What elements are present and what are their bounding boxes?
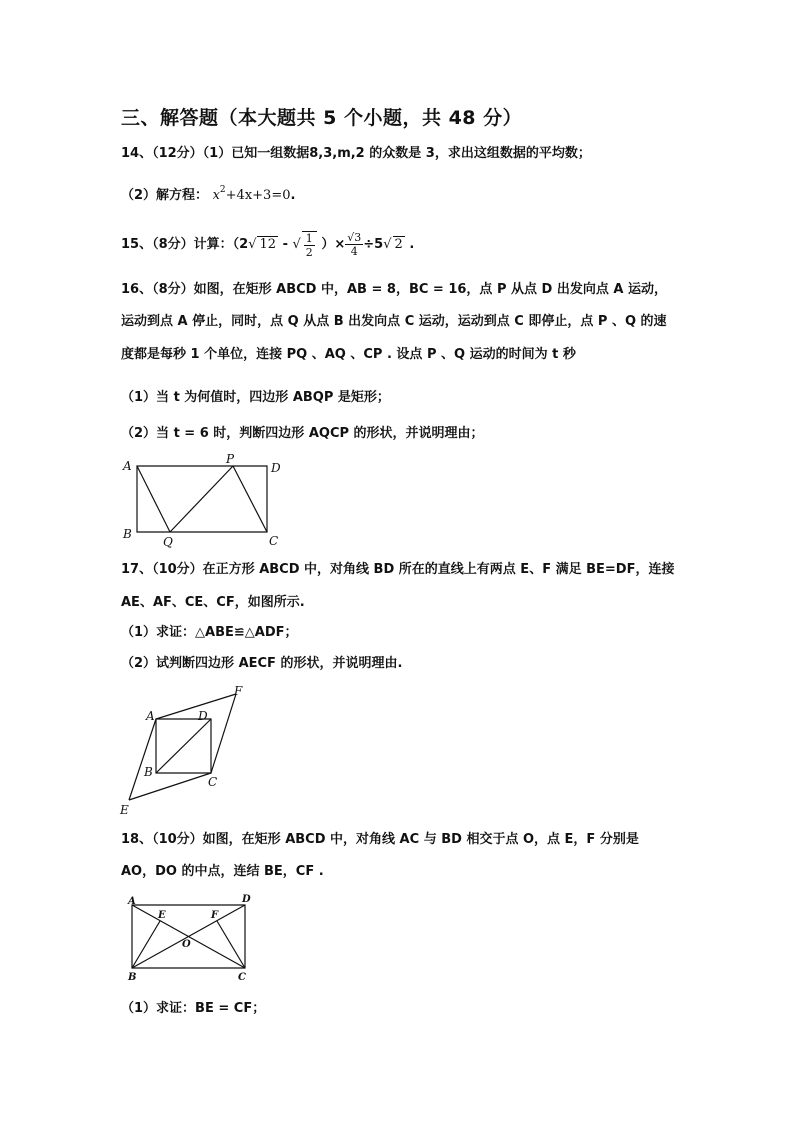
q18-label-c: C bbox=[238, 972, 246, 983]
q14-line1: 14、（12分）（1）已知一组数据8,3,m,2 的众数是 3，求出这组数据的平均数； bbox=[121, 146, 591, 161]
q17-sub2: （2）试判断四边形 AECF 的形状，并说明理由. bbox=[121, 656, 403, 671]
q14-line2 bbox=[121, 181, 295, 205]
q18-label-b: B bbox=[128, 972, 137, 983]
q17-label-f: F bbox=[234, 684, 243, 698]
q16-line3: 度都是每秒 1 个单位，连接 PQ 、AQ 、CP . 设点 P 、Q 运动的时间为 t 秒 bbox=[121, 347, 576, 362]
q18-label-f: F bbox=[211, 910, 219, 921]
q18-label-e: E bbox=[158, 910, 166, 921]
section-title: 三、解答题（本大题共 5 个小题，共 48 分） bbox=[121, 107, 523, 129]
q15-div5: ÷5 bbox=[363, 237, 384, 252]
q18-label-a: A bbox=[128, 896, 136, 907]
q14-line2-prefix: （2）解方程： bbox=[121, 188, 209, 203]
q14-eq-x: x bbox=[212, 188, 220, 203]
q18-label-o: O bbox=[182, 939, 191, 950]
q15-sqrt12: 12 bbox=[259, 237, 277, 252]
q18-line1: 18、（10分）如图，在矩形 ABCD 中，对角线 AC 与 BD 相交于点 O，点 E，F 分别是 bbox=[121, 832, 639, 847]
q17-label-e: E bbox=[120, 803, 129, 817]
q15-close-times: ）× bbox=[321, 237, 346, 252]
q16-label-q: Q bbox=[163, 535, 173, 548]
q16-sub2: （2）当 t = 6 时，判断四边形 AQCP 的形状，并说明理由； bbox=[121, 426, 484, 441]
q14-eq-exp: 2 bbox=[219, 185, 226, 195]
q15-frac1-den: 2 bbox=[305, 245, 313, 259]
q18-sub1: （1）求证：BE = CF； bbox=[121, 1001, 266, 1016]
q15-end: . bbox=[409, 237, 415, 252]
q15-frac2-den: 4 bbox=[350, 245, 358, 258]
q17-sub1: （1）求证：△ABE≌△ADF； bbox=[121, 625, 298, 640]
q14-eq-end: . bbox=[290, 188, 296, 203]
q14-eq-rest: +4x+3=0 bbox=[225, 188, 291, 203]
q15-frac2 bbox=[345, 231, 363, 258]
q16-sub1: （1）当 t 为何值时，四边形 ABQP 是矩形； bbox=[121, 390, 390, 405]
q16-label-c: C bbox=[269, 534, 279, 548]
q18-figure bbox=[118, 891, 258, 983]
q17-label-a: A bbox=[146, 709, 155, 723]
q15-sqrt2: 2 bbox=[394, 237, 403, 252]
q16-line2: 运动到点 A 停止，同时，点 Q 从点 B 出发向点 C 运动，运动到点 C 即停止，点 P 、Q 的速 bbox=[121, 314, 667, 329]
q17-figure bbox=[112, 682, 252, 818]
q16-figure bbox=[115, 452, 295, 548]
q15-prefix: 15、（8分）计算：（2 bbox=[121, 237, 249, 252]
q17-label-c: C bbox=[208, 775, 218, 789]
q17-label-b: B bbox=[144, 765, 153, 779]
q15-line: 15、（8分）计算：（2√ 12 - √ $\frac{1}{2}$ ）× $\frac{√3}{4}$ ÷5√ 2 . bbox=[121, 231, 415, 259]
q15-frac2-num: √3 bbox=[347, 231, 362, 244]
q16-label-a: A bbox=[123, 459, 132, 473]
q15-minus: - bbox=[282, 237, 288, 252]
q18-label-d: D bbox=[242, 894, 251, 905]
q17-line2: AE、AF、CE、CF，如图所示. bbox=[121, 595, 305, 610]
q15-frac1-num: 1 bbox=[305, 231, 313, 245]
q15-frac1 bbox=[302, 231, 317, 259]
q16-line1: 16、（8分）如图，在矩形 ABCD 中，AB = 8，BC = 16，点 P 从点 D 出发向点 A 运动， bbox=[121, 282, 667, 297]
q17-line1: 17、（10分）在正方形 ABCD 中，对角线 BD 所在的直线上有两点 E、F 满足 BE=DF，连接 bbox=[121, 562, 675, 577]
q16-label-d: D bbox=[271, 461, 281, 475]
q16-label-b: B bbox=[123, 527, 132, 541]
q16-label-p: P bbox=[226, 452, 235, 466]
q17-label-d: D bbox=[198, 709, 208, 723]
q18-line2: AO，DO 的中点，连结 BE，CF . bbox=[121, 864, 324, 879]
